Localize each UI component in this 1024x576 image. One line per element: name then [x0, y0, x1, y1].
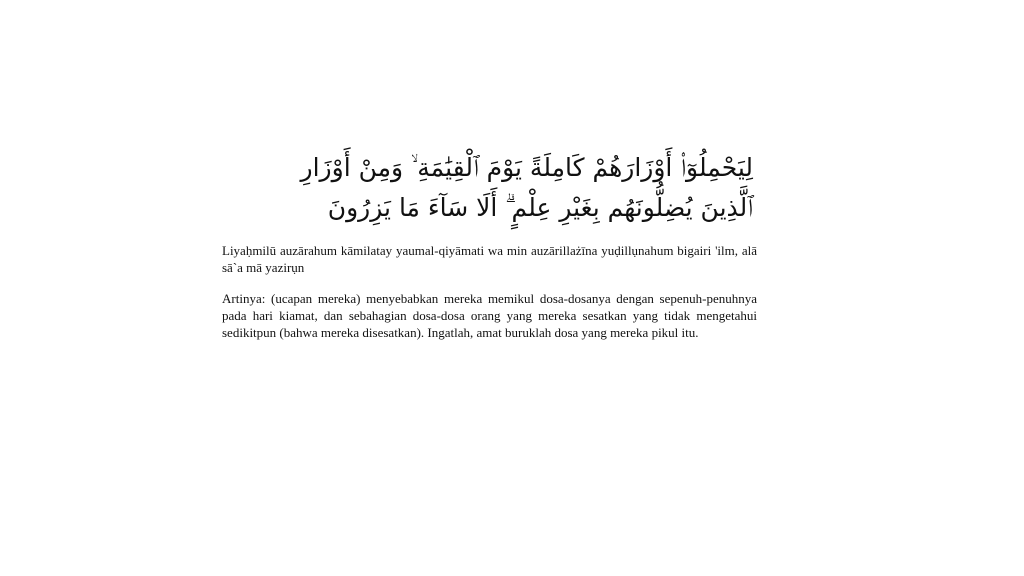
arabic-verse: [222, 148, 757, 228]
arabic-verse-line-2: ٱلَّذِينَ يُضِلُّونَهُم بِغَيْرِ عِلْمٍ ۗ أَلَا سَآءَ مَا يَزِرُونَ: [327, 193, 753, 222]
arabic-verse-line-1: لِيَحْمِلُوٓا۟ أَوْزَارَهُمْ كَامِلَةً يَوْمَ ٱلْقِيَٰمَةِ ۙ وَمِنْ أَوْزَارِ: [300, 153, 753, 182]
document-body: [222, 148, 757, 354]
translation-paragraph: Artinya: (ucapan mereka) menyebabkan mereka memikul dosa-dosanya dengan sepenuh-penuhnya pada hari kiamat, dan sebahagian dosa-dosa orang yang mereka sesatkan yang tidak mengetahui sedikitpun (bahwa mereka disesatkan). Ingatlah, amat buruklah dosa yang mereka pikul itu.: [222, 291, 757, 340]
transliteration-paragraph: Liyaḥmilū auzārahum kāmilatay yaumal-qiyāmati wa min auzārillażīna yuḍillụnahum bigairi 'ilm, alā sā`a mā yazirụn: [222, 243, 757, 275]
